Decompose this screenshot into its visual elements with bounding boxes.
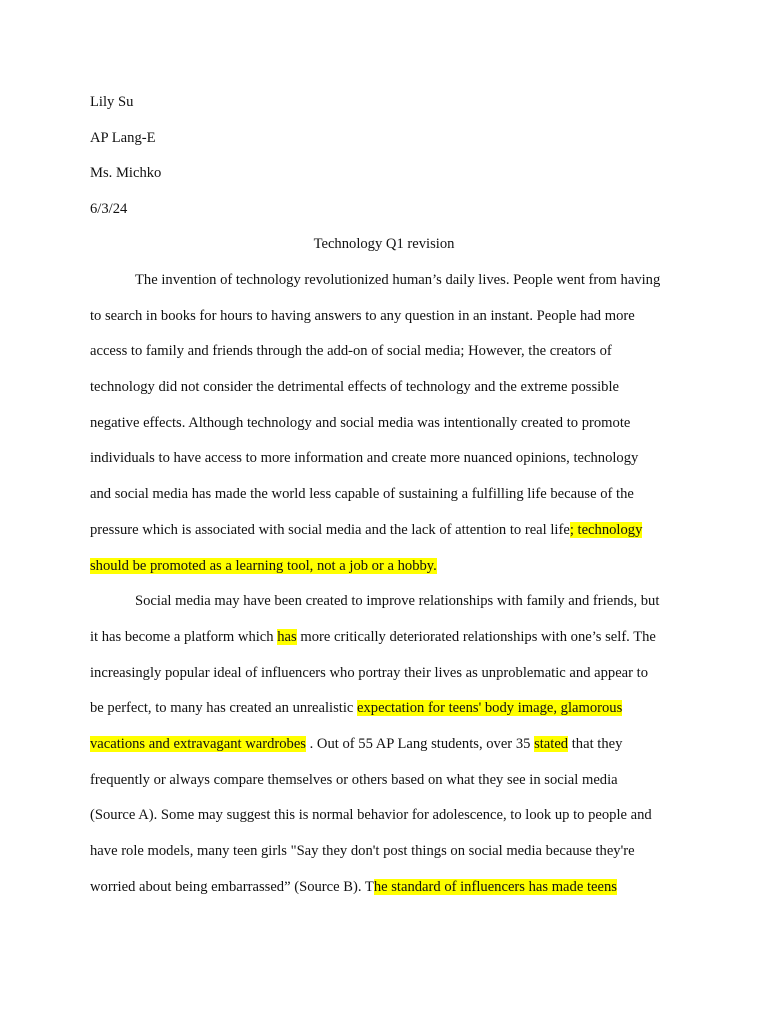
paragraph-2-line: Social media may have been created to improve relationships with family and friends, but <box>135 593 660 609</box>
paragraph-1-line: negative effects. Although technology and social media was intentionally created to promote <box>90 415 631 431</box>
highlighted-text: has <box>277 629 297 645</box>
text-run: more critically deteriorated relationships with one’s self. The <box>296 629 656 645</box>
highlighted-text: should be promoted as a learning tool, not a job or a hobby. <box>90 558 437 574</box>
text-run: it has become a platform which <box>90 629 278 645</box>
text-run: pressure which is associated with social media and the lack of attention to real life <box>90 522 570 538</box>
paragraph-2-line <box>90 877 617 897</box>
paragraph-1-line: and social media has made the world less capable of sustaining a fulfilling life because of the <box>90 486 634 502</box>
highlighted-text: expectation for teens' body image, glamorous <box>357 700 623 716</box>
course-name: AP Lang-E <box>90 130 156 146</box>
author-name: Lily Su <box>90 94 134 110</box>
paragraph-2-line: frequently or always compare themselves or others based on what they see in social media <box>90 772 618 788</box>
text-run: that they <box>568 736 623 752</box>
text-run: worried about being embarrassed” (Source B). T <box>90 879 374 895</box>
highlighted-text: he standard of influencers has made teens <box>373 879 617 895</box>
paragraph-1-line: to search in books for hours to having answers to any question in an instant. People had more <box>90 308 635 324</box>
text-run: be perfect, to many has created an unrealistic <box>90 700 358 716</box>
paragraph-2-line <box>90 627 656 647</box>
paragraph-1-line <box>90 556 437 576</box>
highlighted-text: ; technology <box>569 522 643 538</box>
highlighted-text: stated <box>534 736 569 752</box>
paragraph-2-line <box>90 734 622 754</box>
paragraph-2-line: (Source A). Some may suggest this is normal behavior for adolescence, to look up to people and <box>90 807 652 823</box>
text-run: . Out of 55 AP Lang students, over 35 <box>305 736 535 752</box>
paragraph-1-line: technology did not consider the detrimental effects of technology and the extreme possible <box>90 379 620 395</box>
paragraph-1-line: access to family and friends through the add-on of social media; However, the creators of <box>90 343 612 359</box>
teacher-name: Ms. Michko <box>90 165 162 181</box>
date: 6/3/24 <box>90 201 128 217</box>
paragraph-1-line: individuals to have access to more information and create more nuanced opinions, technology <box>90 450 639 466</box>
paragraph-1-line: The invention of technology revolutionized human’s daily lives. People went from having <box>135 272 661 288</box>
paragraph-2-line: increasingly popular ideal of influencers who portray their lives as unproblematic and appear to <box>90 665 649 681</box>
highlighted-text: vacations and extravagant wardrobes <box>90 736 306 752</box>
paragraph-2-line: have role models, many teen girls "Say they don't post things on social media because they're <box>90 843 635 859</box>
paragraph-2-line <box>90 698 622 718</box>
paragraph-1-line <box>90 520 642 540</box>
document-title: Technology Q1 revision <box>313 236 455 252</box>
